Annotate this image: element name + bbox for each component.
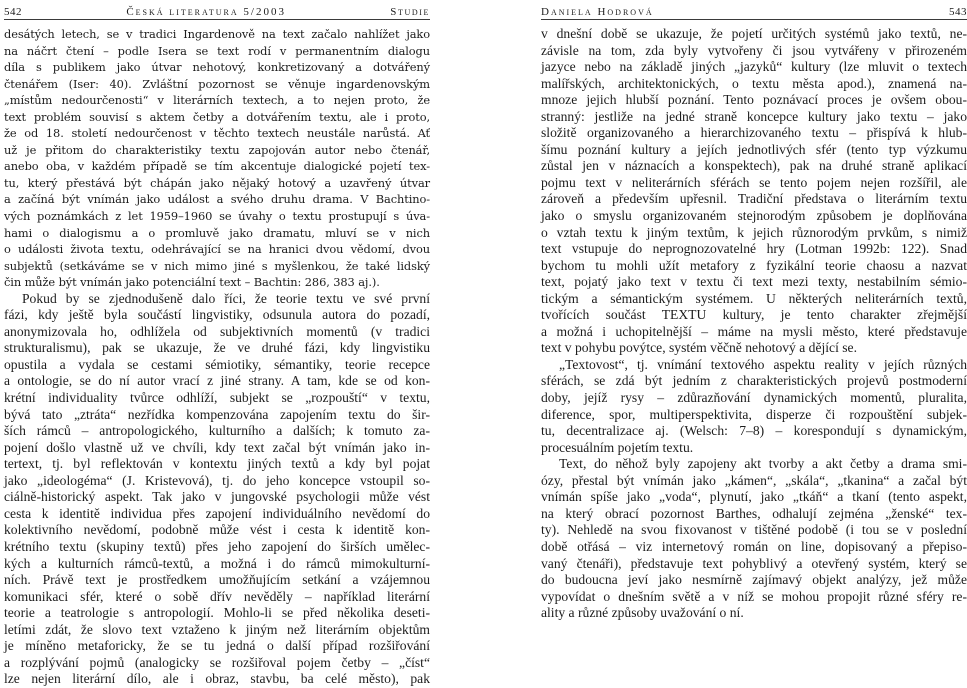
- text-line: čtenářem (Iser: 40). Zvláštní pozornost se věnuje ingardenovským: [4, 76, 430, 91]
- text-line: vypovídat o dnešním světě a v níž se mohou propojit různé sféry re-: [541, 588, 967, 604]
- text-line: šímu poznání kultury a jejích jednotlivých sfér (tento typ výzkumu: [541, 141, 967, 157]
- text-line: bychom tu mohli užít metafory z fyzikální teorie chaosu a nazvat: [541, 257, 967, 273]
- right-body-text: [541, 26, 967, 622]
- text-line: že od 18. století nedourčenost v těchto textech neustále narůstá. Ať: [4, 126, 430, 141]
- text-line: subjektů (setkáváme se v nich mimo jiné s myšlenkou, že také lidský: [4, 258, 430, 273]
- text-line: fázi, kdy ještě byla součástí lingvistiky, odsunula autora do pozadí,: [4, 307, 430, 323]
- text-line: pojmu text v neliterárních sférách se tento pojem nejen rozšířil, ale: [541, 174, 967, 190]
- text-line: na náčrt čtení – podle Isera se text rodí v permanentním dialogu: [4, 43, 430, 58]
- text-line: je míněno metaforicky, že se tu jedná o další případ rozšiřování: [4, 638, 430, 654]
- text-line: ních. Právě text je prostředkem umožňujícím setkání a vzájemnou: [4, 572, 430, 588]
- text-line: text vstupuje do neprognozovatelné hry (Lotman 1992b: 122). Snad: [541, 241, 967, 257]
- text-line: vaný čtenáři), představuje text pohyblivý a otevřený systém, který se: [541, 555, 967, 571]
- left-running-head: [4, 0, 430, 20]
- text-line: diference, spor, multiperspektivita, disperze či rozpouštění subjek-: [541, 406, 967, 422]
- text-line: o události života textu, odehrávající se na hranici dvou vědomí, dvou: [4, 242, 430, 257]
- text-line: a rozplývání pojmů (analogicky se rozšiřoval pojem četby – „číst“: [4, 654, 430, 670]
- text-line: o vztah textu k jiným textům, k jejich různorodým prvkům, s nimiž: [541, 224, 967, 240]
- text-line: text, pojatý jako text v textu či text mezi texty, nestabilním sémio-: [541, 274, 967, 290]
- text-line: krétní individuality tvůrce odhlíží, subjekt se „rozpouští“ v textu,: [4, 390, 430, 406]
- right-running-head: [541, 0, 967, 20]
- text-line: cesta k identitě individua přes zapojení individuálního nevědomí do: [4, 505, 430, 521]
- text-line: zároveň a především upřesnil. Tradiční představa o literárním textu: [541, 191, 967, 207]
- text-line: tickým a sémantickým systémem. U některých neliterárních textů,: [541, 290, 967, 306]
- text-line: lze nejen literární dílo, ale i obraz, stavbu, ba celé město), pak: [4, 671, 430, 687]
- text-line: Text, do něhož byly zapojeny akt tvorby a akt četby a drama smi-: [559, 456, 967, 472]
- text-line: ciálně-historický aspekt. Tak jako v jungovské psychologii může vést: [4, 489, 430, 505]
- text-line: krétního textu (skupiny textů) přes jeho zapojení do širších umělec-: [4, 538, 430, 554]
- text-line: procesuálním pojetím textu.: [541, 439, 694, 455]
- text-line: desátých letech, se v tradici Ingardenově na text začalo nahlížet jako: [4, 27, 430, 41]
- text-line: jazyce nebo na základě jiných „jazyků“ kultury (lze mluvit o textech: [541, 59, 967, 75]
- text-line: závisle na tom, zda byly vytvořeny či jsou vytvářeny v přirozeném: [541, 42, 967, 58]
- text-line: tu, decentralizace aj. (Welsch: 7–8) – korespondují s dynamickým,: [541, 423, 967, 439]
- text-line: ality a různé způsoby uvažování o ní.: [541, 605, 744, 621]
- text-line: mnoze jejich hlubší poznání. Tento poznávací proces je ovšem obou-: [541, 92, 967, 108]
- text-line: doby, jejíž rysy – zdůrazňování dynamických momentů, pluralita,: [541, 390, 967, 406]
- text-line: vnímán spíše jako „voda“, plynutí, jako „tkáň“ a tkaní (tento aspekt,: [541, 489, 967, 505]
- text-line: čin může být vnímán jako potenciální text – Bachtin: 286, 383 aj.).: [4, 275, 380, 290]
- text-line: bývá tato „ztráta“ nezřídka kompenzována zapojením textu do šir-: [4, 406, 430, 422]
- text-line: anebo oba, v každém případě se tím akcentuje dialogické pojetí tex-: [4, 159, 430, 174]
- text-line: anonymizovala ho, odhlížela od subjektivních momentů (v tradici: [4, 323, 430, 339]
- text-line: tu, který přestává být chápán jako nějaký hotový a uzavřený útvar: [4, 175, 430, 190]
- right-page-number: 543: [949, 6, 967, 18]
- left-page: [4, 0, 430, 688]
- text-line: „místům nedourčenosti“ v literárních textech, a to nejen proto, že: [4, 93, 430, 108]
- text-line: ózy, přestal být vnímán jako „kámen“, „skála“, „tkanina“ a začal být: [541, 472, 967, 488]
- journal-title: Česká literatura 5/2003: [126, 6, 286, 18]
- text-line: zůstal jen v náznacích a konspektech), pak na druhé straně aplikací: [541, 158, 967, 174]
- text-line: komunikaci sfér, které o sobě dřív nevěděly – například literární: [4, 588, 430, 604]
- text-line: „Textovost“, tj. vnímání textového aspektu reality v jejích různých: [559, 356, 967, 372]
- left-page-number: 542: [4, 6, 22, 18]
- text-line: opustila a vydala se cestami sémiotiky, sémantiky, teorie recepce: [4, 356, 430, 372]
- text-line: a začíná být vnímán jako událost a svého druhu drama. V Bachtino-: [4, 192, 430, 207]
- text-line: jako o smyslu organizovaném stejnorodým způsobem je doplňována: [541, 208, 967, 224]
- text-line: kolektivního nevědomí, podobně může vést i cesta k identitě kon-: [4, 522, 430, 538]
- author-name: Daniela Hodrová: [541, 6, 654, 18]
- text-line: Pokud by se zjednodušeně dalo říci, že teorie textu ve své první: [22, 290, 430, 306]
- text-line: kých a kulturních rámců-textů, a možná i do rámců mimokulturní-: [4, 555, 430, 571]
- text-line: letími zdát, že slovo text vztaženo k jiným než literárním objektům: [4, 621, 430, 637]
- text-line: do budoucna jeví jako nesmírně zajímavý objekt analýzy, jež může: [541, 572, 967, 588]
- text-line: malířských, architektonických, o textu města apod.), znamená na-: [541, 75, 967, 91]
- right-page: [541, 0, 967, 622]
- text-line: době otřásá – viz internetový román on line, dopisovaný a přepiso-: [541, 538, 967, 554]
- section-name: Studie: [390, 6, 430, 18]
- text-line: díla s publikem jako útvar nehotový, konkretizovaný a dotvářený: [4, 60, 430, 75]
- text-line: v dnešní době se ukazuje, že pojetí určitých systémů jako textů, ne-: [541, 26, 967, 41]
- text-line: sférách, se zdá být jedním z charakteristických projevů postmoderní: [541, 373, 967, 389]
- text-line: už je přitom do charakteristiky textu zapojován autor nebo čtenář,: [4, 142, 430, 157]
- text-line: na který obrací pozornost Barthes, odhalují zejména „ženské“ tex-: [541, 505, 967, 521]
- text-line: tvořících součást TEXTU kultury, je tento charakter zřejmější: [541, 307, 967, 323]
- text-line: tertext, tj. byl reflektován v kontextu jiných textů a kdy byl pojat: [4, 456, 430, 472]
- text-line: ty). Nehledě na svou fixovanost v tištěné podobě (i tou se v poslední: [541, 522, 967, 538]
- text-line: ších rámců – antropologického, kulturního a dalších; k tomuto za-: [4, 423, 430, 439]
- text-line: a možná i uchopitelnější – máme na mysli město, které představuje: [541, 323, 967, 339]
- text-line: text v pohybu povýtce, systém věčně nehotový a dějící se.: [541, 340, 857, 356]
- left-body-text: [4, 26, 430, 688]
- text-line: a ontologie, se do ní autor vrací z jiné strany. A tam, kde se od kon-: [4, 373, 430, 389]
- text-line: strukturalismu), pak se ukazuje, že ve druhé fázi, kdy lingvistiku: [4, 340, 430, 356]
- text-line: stranný: jestliže na jedné straně koncepce kultury jako textu – jako: [541, 108, 967, 124]
- text-line: jako „ideologéma“ (J. Kristevová), tj. do jeho koncepce vstoupil so-: [4, 472, 430, 488]
- text-line: hami o dialogismu a o promluvě jako dramatu, mluví se v nich: [4, 225, 430, 240]
- text-line: pojení došlo vlastně už ve chvíli, kdy text začal být vnímán jako in-: [4, 439, 430, 455]
- text-line: text problém souvisí s aktem četby a dotvářením textu, ale i proto,: [4, 109, 430, 124]
- text-line: vých poznámkách z let 1959–1960 se úvahy o textu prostupují s úva-: [4, 209, 430, 224]
- text-line: složitě organizovaného a hierarchizovaného textu – přispívá k hlub-: [541, 125, 967, 141]
- text-line: teorie a teatrologie s antropologií. Mohlo-li se před několika deseti-: [4, 605, 430, 621]
